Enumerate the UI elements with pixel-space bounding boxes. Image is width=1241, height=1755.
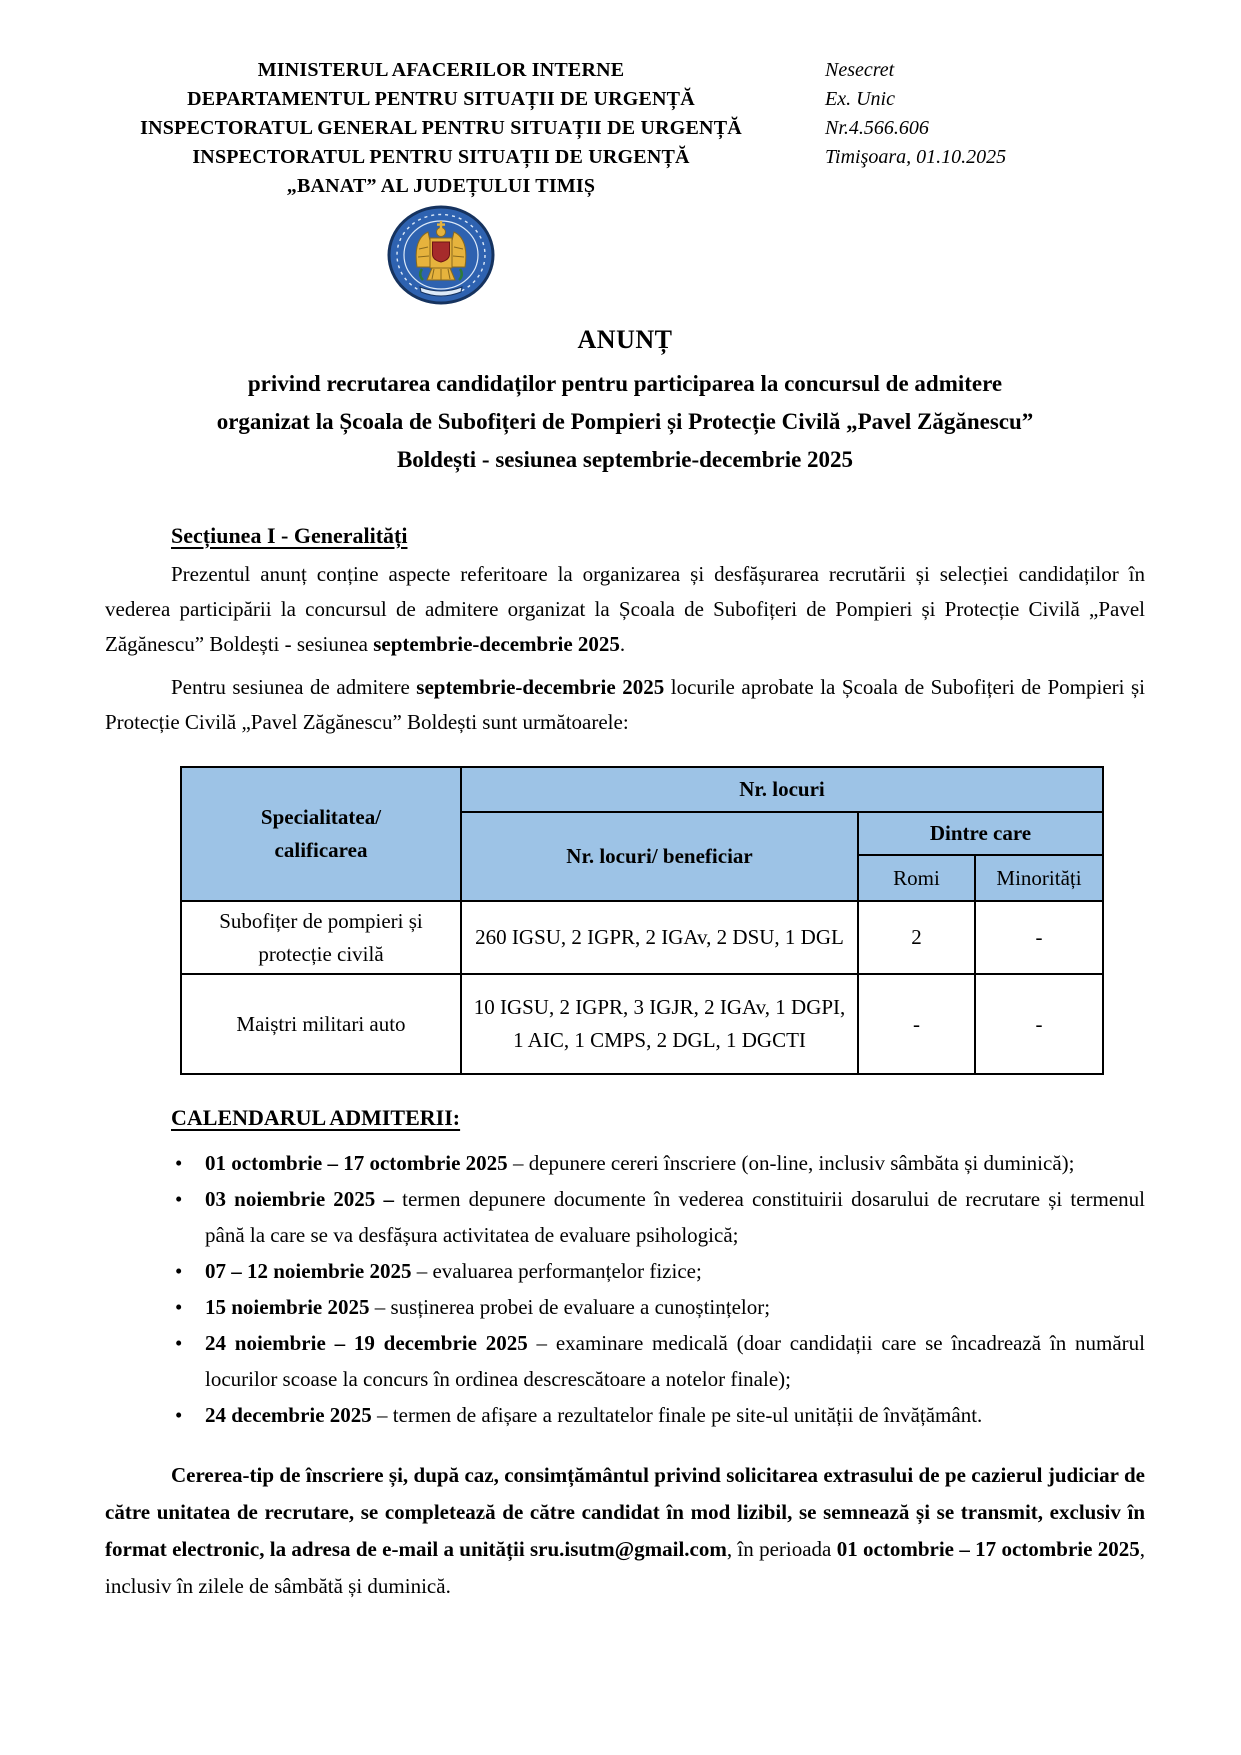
calendar-item-2: • 03 noiembrie 2025 – termen depunere documente în vederea constituirii dosarului de recrutare și termenul până la care se va desfășura activitatea de evaluare psihologică; <box>105 1181 1145 1253</box>
calendar-heading: CALENDARUL ADMITERII: <box>171 1105 461 1130</box>
places-table <box>180 766 1104 1075</box>
calendar-item-5: • 24 noiembrie – 19 decembrie 2025 – examinare medicală (doar candidații care se încadrează în numărul locurilor scoase la concurs în ordinea descrescătoare a notelor finale); <box>105 1325 1145 1397</box>
document-header <box>105 56 1145 201</box>
calendar-item-3: • 07 – 12 noiembrie 2025 – evaluarea performanțelor fizice; <box>105 1253 1145 1289</box>
row1-minoritati: - <box>975 901 1103 974</box>
calendar-list <box>105 1145 1145 1433</box>
meta-place-date: Timişoara, 01.10.2025 <box>825 146 1007 168</box>
calendar-item-6: • 24 decembrie 2025 – termen de afișare a rezultatelor finale pe site-ul unității de învățământ. <box>105 1397 1145 1433</box>
org-line-4: INSPECTORATUL PENTRU SITUAȚII DE URGENȚĂ <box>192 146 690 168</box>
page-subtitle <box>105 365 1145 479</box>
calendar-item-1: • 01 octombrie – 17 octombrie 2025 – depunere cereri înscriere (on-line, inclusiv sâmbăta și duminică); <box>105 1145 1145 1181</box>
header-cell-nr-locuri: Nr. locuri <box>461 767 1103 812</box>
section-1-paragraph-2: Pentru sesiunea de admitere septembrie-decembrie 2025 locurile aprobate la Școala de Subofițeri de Pompieri și Protecție Civilă „Pavel Zăgănescu” Boldești sunt următoarele: <box>105 675 1146 734</box>
doc-meta <box>825 56 1006 172</box>
meta-copy: Ex. Unic <box>825 88 895 110</box>
subtitle-line-3: Boldești - sesiunea septembrie-decembrie 2025 <box>396 447 854 472</box>
org-line-3: INSPECTORATUL GENERAL PENTRU SITUAȚII DE URGENȚĂ <box>140 117 742 139</box>
header-cell-romi: Romi <box>858 855 975 901</box>
header-cell-beneficiar: Nr. locuri/ beneficiar <box>461 812 858 901</box>
page-title: ANUNȚ <box>577 325 673 354</box>
table-row <box>181 974 1103 1074</box>
org-header <box>105 56 777 201</box>
logo-row <box>105 205 777 307</box>
org-line-2: DEPARTAMENTUL PENTRU SITUAȚII DE URGENȚĂ <box>187 88 695 110</box>
row2-romi: - <box>858 974 975 1074</box>
table-row <box>181 901 1103 974</box>
section-1-paragraph-1: Prezentul anunț conține aspecte referitoare la organizarea și desfășurarea recrutării și selecției candidaților în vederea participării la concursul de admitere organizat la Școala de Subofițeri de Pompieri și Protecție Civilă „Pavel Zăgănescu” Boldești - sesiunea septembrie-decembrie 2025. <box>105 562 1145 656</box>
closing-paragraph: Cererea-tip de înscriere și, după caz, consimțământul privind solicitarea extrasului de pe cazierul judiciar de către unitatea de recrutare, se completează de către candidat în mod lizibil, se semnează și se transmit, exclusiv în format electronic, la adresa de e-mail a unității sru.isutm@gmail.com, în perioada 01 octombrie – 17 octombrie 2025, inclusiv în zilele de sâmbătă și duminică. <box>105 1463 1145 1598</box>
org-line-5: „BANAT” AL JUDEȚULUI TIMIȘ <box>286 175 596 197</box>
row2-minoritati: - <box>975 974 1103 1074</box>
header-cell-dintre-care: Dintre care <box>858 812 1103 855</box>
calendar-item-4: • 15 noiembrie 2025 – susținerea probei de evaluare a cunoștințelor; <box>105 1289 1145 1325</box>
meta-classification: Nesecret <box>825 59 895 81</box>
header-cell-minoritati: Minorități <box>975 855 1103 901</box>
row1-specialty: Subofițer de pompieri și protecție civilă <box>181 901 461 974</box>
coat-of-arms-seal-icon <box>386 205 496 305</box>
row2-specialty: Maiștri militari auto <box>181 974 461 1074</box>
row1-romi: 2 <box>858 901 975 974</box>
subtitle-line-1: privind recrutarea candidaților pentru participarea la concursul de admitere <box>247 371 1003 396</box>
section-1-heading: Secțiunea I - Generalități <box>171 523 408 548</box>
row2-beneficiar: 10 IGSU, 2 IGPR, 3 IGJR, 2 IGAv, 1 DGPI, 1 AIC, 1 CMPS, 2 DGL, 1 DGCTI <box>461 974 858 1074</box>
subtitle-line-2: organizat la Școala de Subofițeri de Pompieri și Protecție Civilă „Pavel Zăgănescu” <box>216 409 1034 434</box>
header-cell-specialty: Specialitatea/ calificarea <box>181 767 461 901</box>
row1-beneficiar: 260 IGSU, 2 IGPR, 2 IGAv, 2 DSU, 1 DGL <box>461 901 858 974</box>
org-line-1: MINISTERUL AFACERILOR INTERNE <box>257 59 625 81</box>
meta-number: Nr.4.566.606 <box>825 117 929 139</box>
